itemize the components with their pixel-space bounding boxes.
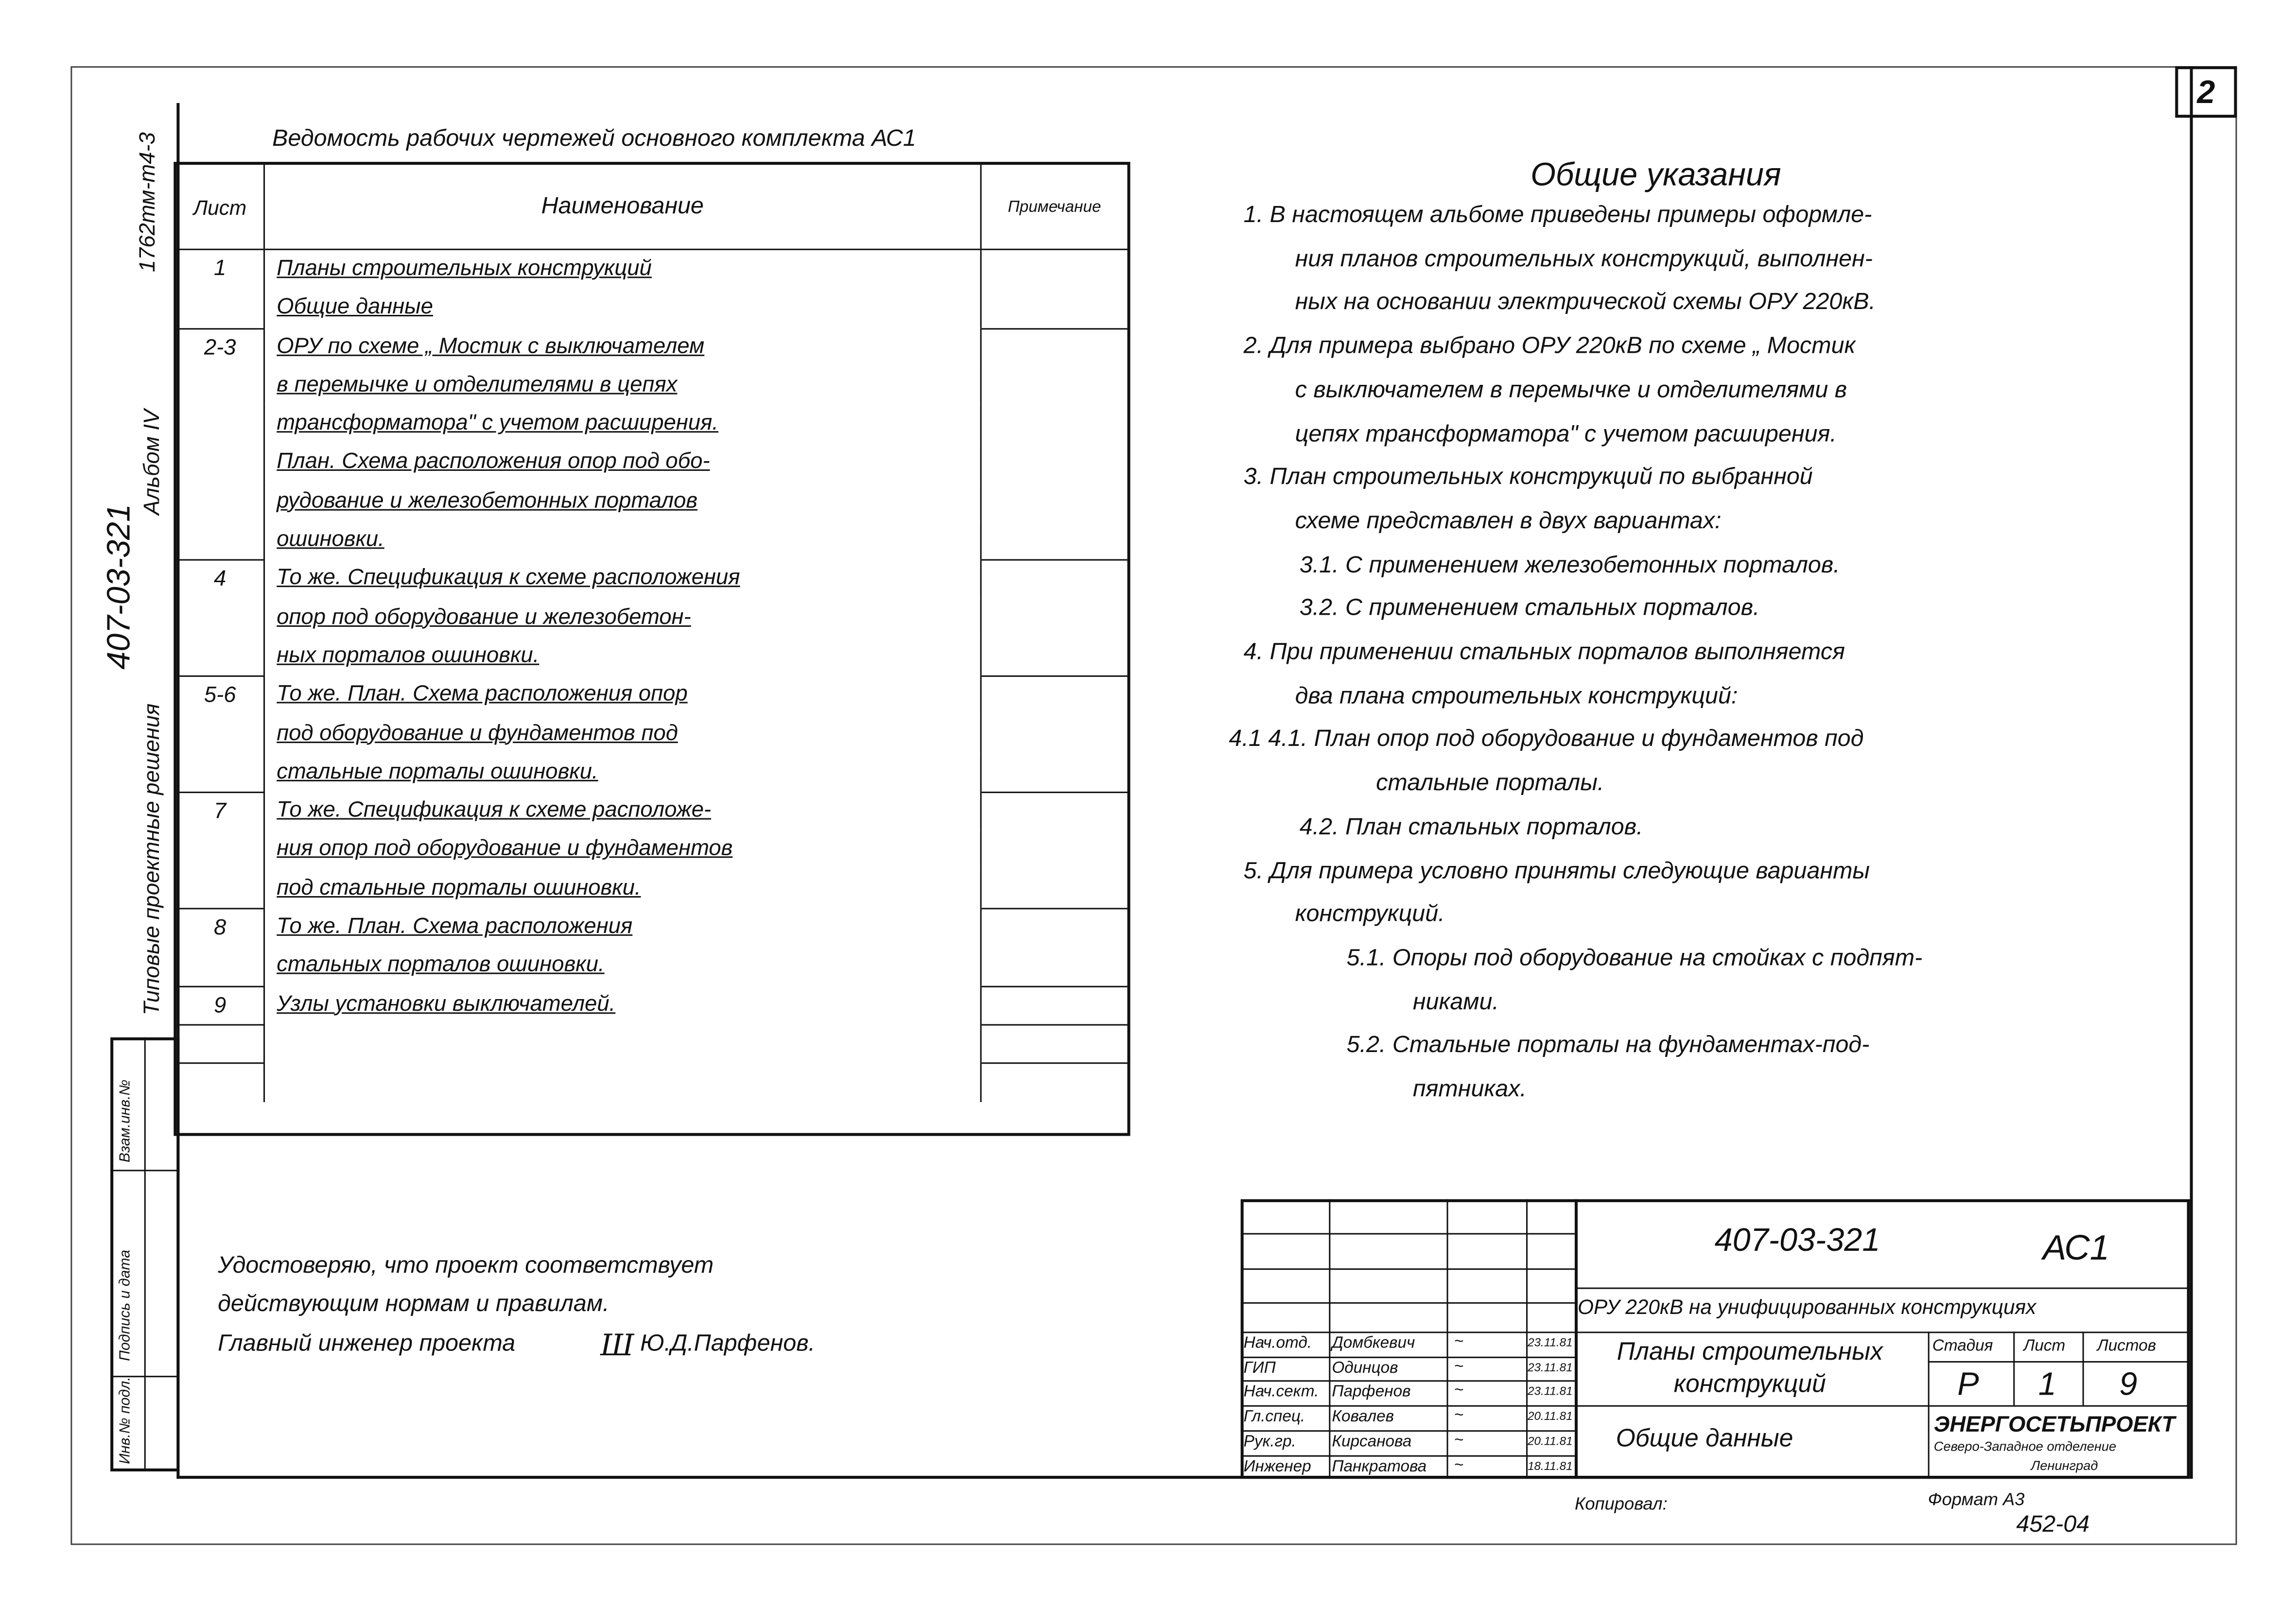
table-header bbox=[176, 165, 1127, 250]
chief-engineer-label: Главный инженер проекта bbox=[218, 1331, 516, 1357]
row-note bbox=[982, 521, 1128, 560]
row-note bbox=[982, 637, 1128, 676]
row-name: План. Схема расположения опор под обо- bbox=[265, 444, 982, 483]
note-line: 5. Для примера условно приняты следующие варианты bbox=[1243, 858, 1870, 884]
row-name: ОРУ по схеме „ Мостик с выключателем bbox=[265, 328, 982, 366]
stamp-label: Подпись и дата bbox=[118, 1249, 134, 1361]
staff-date: 20.11.81 bbox=[1528, 1410, 1573, 1423]
note-line: с выключателем в перемычке и отделителями в bbox=[1295, 378, 1847, 403]
sheet-number-box bbox=[2175, 66, 2237, 118]
certification-line: действующим нормам и правилам. bbox=[218, 1292, 609, 1317]
row-sheet bbox=[176, 483, 265, 521]
side-album: Альбом IV bbox=[139, 409, 165, 515]
tb-set: АС1 bbox=[2042, 1228, 2110, 1269]
staff-signature: ~ bbox=[1454, 1431, 1464, 1449]
tb-drawing-title: Планы строительных конструкций bbox=[1617, 1337, 1883, 1398]
table-row bbox=[176, 830, 1127, 869]
signature: Ш bbox=[600, 1327, 634, 1363]
staff-role: Рук.гр. bbox=[1243, 1433, 1296, 1451]
row-note bbox=[982, 985, 1128, 1024]
note-line: ния планов строительных конструкций, выполнен- bbox=[1295, 246, 1873, 272]
tb-org: ЭНЕРГОСЕТЬПРОЕКТ bbox=[1933, 1412, 2175, 1438]
staff-signature: ~ bbox=[1454, 1357, 1464, 1376]
staff-role: Нач.отд. bbox=[1243, 1334, 1312, 1352]
row-sheet bbox=[176, 753, 265, 792]
staff-name: Панкратова bbox=[1332, 1457, 1427, 1475]
table-row bbox=[176, 714, 1127, 753]
staff-date: 23.11.81 bbox=[1528, 1336, 1573, 1349]
table-row bbox=[176, 676, 1127, 715]
note-line: ных на основании электрической схемы ОРУ 220кВ. bbox=[1295, 290, 1876, 316]
row-sheet: 2-3 bbox=[176, 328, 265, 366]
table-row bbox=[176, 1063, 1127, 1102]
row-note bbox=[982, 250, 1128, 289]
tb-sheet-title: Общие данные bbox=[1616, 1424, 1793, 1452]
table-row bbox=[176, 444, 1127, 483]
note-line: 1. В настоящем альбоме приведены примеры оформле- bbox=[1243, 203, 1872, 228]
row-name: под стальные порталы ошиновки. bbox=[265, 869, 982, 908]
row-note bbox=[982, 830, 1128, 869]
side-designation: 407-03-321 bbox=[100, 503, 137, 670]
row-sheet bbox=[176, 714, 265, 753]
tb-sheet: 1 bbox=[2038, 1365, 2056, 1402]
notes-title: Общие указания bbox=[1531, 156, 1781, 193]
note-line: 3.2. С применением стальных порталов. bbox=[1299, 596, 1760, 622]
copied-label: Копировал: bbox=[1574, 1493, 1668, 1514]
staff-name: Парфенов bbox=[1332, 1383, 1411, 1401]
note-line: 4. При применении стальных порталов выполняется bbox=[1243, 640, 1845, 665]
note-line: никами. bbox=[1412, 989, 1499, 1015]
tb-stage: Р bbox=[1957, 1365, 1979, 1402]
row-name: ошиновки. bbox=[265, 521, 982, 560]
table-row bbox=[176, 483, 1127, 521]
row-note bbox=[982, 792, 1128, 831]
staff-name: Ковалев bbox=[1332, 1408, 1394, 1426]
register-title: Ведомость рабочих чертежей основного комплекта АС1 bbox=[272, 126, 916, 152]
table-row bbox=[176, 328, 1127, 366]
row-sheet bbox=[176, 869, 265, 908]
stamp-label: Инв.№ подл. bbox=[118, 1377, 134, 1464]
row-note bbox=[982, 560, 1128, 599]
row-sheet: 8 bbox=[176, 908, 265, 947]
staff-name: Кирсанова bbox=[1332, 1433, 1412, 1451]
row-name: трансформатора" с учетом расширения. bbox=[265, 405, 982, 444]
note-line: стальные порталы. bbox=[1376, 771, 1604, 796]
sheet-number: 2 bbox=[2197, 72, 2215, 110]
note-line: 4.1 4.1. План опор под оборудование и фундаментов под bbox=[1229, 727, 1864, 753]
row-note bbox=[982, 1024, 1128, 1063]
staff-date: 18.11.81 bbox=[1528, 1459, 1573, 1472]
row-sheet bbox=[176, 444, 265, 483]
row-name: стальные порталы ошиновки. bbox=[265, 753, 982, 792]
table-row bbox=[176, 985, 1127, 1024]
drawings-register-table bbox=[174, 162, 1130, 1136]
row-sheet bbox=[176, 405, 265, 444]
row-note bbox=[982, 676, 1128, 715]
row-sheet bbox=[176, 637, 265, 676]
row-sheet: 4 bbox=[176, 560, 265, 599]
row-sheet: 5-6 bbox=[176, 676, 265, 715]
note-line: два плана строительных конструкций: bbox=[1295, 684, 1738, 709]
row-sheet bbox=[176, 366, 265, 405]
staff-date: 23.11.81 bbox=[1528, 1360, 1573, 1374]
table-row bbox=[176, 366, 1127, 405]
row-sheet bbox=[176, 1024, 265, 1063]
format-label: Формат А3 bbox=[1928, 1489, 2025, 1510]
table-row bbox=[176, 753, 1127, 792]
staff-role: Гл.спец. bbox=[1243, 1408, 1305, 1426]
row-note bbox=[982, 908, 1128, 947]
tb-stage-label: Стадия bbox=[1932, 1337, 1993, 1355]
table-row bbox=[176, 637, 1127, 676]
note-line: конструкций. bbox=[1295, 902, 1445, 928]
staff-name: Одинцов bbox=[1332, 1359, 1398, 1377]
note-line: 5.2. Стальные порталы на фундаментах-под- bbox=[1346, 1033, 1870, 1059]
tb-designation: 407-03-321 bbox=[1714, 1221, 1880, 1258]
tb-sheet-label: Лист bbox=[2023, 1337, 2066, 1355]
chief-engineer-name: Ю.Д.Парфенов. bbox=[640, 1331, 816, 1357]
note-line: 4.2. План стальных порталов. bbox=[1299, 814, 1643, 840]
table-row bbox=[176, 947, 1127, 985]
row-note bbox=[982, 483, 1128, 521]
row-name bbox=[265, 1063, 982, 1102]
row-note bbox=[982, 289, 1128, 328]
row-name: Узлы установки выключателей. bbox=[265, 985, 982, 1024]
row-note bbox=[982, 714, 1128, 753]
row-name: То же. План. Схема расположения bbox=[265, 908, 982, 947]
col-header-note: Примечание bbox=[1008, 198, 1101, 216]
row-name: То же. План. Схема расположения опор bbox=[265, 676, 982, 715]
row-note bbox=[982, 405, 1128, 444]
note-line: 3. План строительных конструкций по выбранной bbox=[1243, 465, 1813, 490]
row-name: под оборудование и фундаментов под bbox=[265, 714, 982, 753]
tb-sheets: 9 bbox=[2119, 1365, 2138, 1402]
table-row bbox=[176, 250, 1127, 289]
table-row bbox=[176, 521, 1127, 560]
table-row bbox=[176, 792, 1127, 831]
row-sheet: 1 bbox=[176, 250, 265, 289]
row-note bbox=[982, 328, 1128, 366]
col-header-sheet: Лист bbox=[176, 165, 265, 249]
tb-project: ОРУ 220кВ на унифицированных конструкциях bbox=[1578, 1295, 2036, 1319]
archive-code: 452-04 bbox=[2016, 1512, 2090, 1538]
row-note bbox=[982, 366, 1128, 405]
staff-signature: ~ bbox=[1454, 1333, 1464, 1351]
row-name: опор под оборудование и железобетон- bbox=[265, 598, 982, 637]
note-line: цепях трансформатора" с учетом расширения. bbox=[1295, 421, 1837, 447]
side-code: 1762тм-т4-3 bbox=[135, 132, 161, 273]
row-name: То же. Спецификация к схеме расположения bbox=[265, 560, 982, 599]
stamp-label: Взам.инв.№ bbox=[118, 1079, 134, 1163]
row-sheet bbox=[176, 830, 265, 869]
row-name: в перемычке и отделителями в цепях bbox=[265, 366, 982, 405]
row-name: Планы строительных конструкций bbox=[265, 250, 982, 289]
row-note bbox=[982, 753, 1128, 792]
table-row bbox=[176, 289, 1127, 328]
row-sheet: 7 bbox=[176, 792, 265, 831]
staff-date: 23.11.81 bbox=[1528, 1385, 1573, 1399]
row-name: То же. Спецификация к схеме расположе- bbox=[265, 792, 982, 831]
staff-role: ГИП bbox=[1243, 1359, 1276, 1377]
row-note bbox=[982, 947, 1128, 985]
tb-org-branch: Северо-Западное отделение bbox=[1933, 1439, 2117, 1454]
row-name: ных порталов ошиновки. bbox=[265, 637, 982, 676]
row-sheet bbox=[176, 598, 265, 637]
row-sheet bbox=[176, 521, 265, 560]
tb-sheets-label: Листов bbox=[2097, 1337, 2157, 1355]
row-name bbox=[265, 1024, 982, 1063]
row-sheet: 9 bbox=[176, 985, 265, 1024]
note-line: пятниках. bbox=[1412, 1077, 1527, 1102]
table-row bbox=[176, 869, 1127, 908]
table-row bbox=[176, 405, 1127, 444]
table-row bbox=[176, 908, 1127, 947]
staff-name: Домбкевич bbox=[1332, 1334, 1415, 1352]
table-row bbox=[176, 560, 1127, 599]
row-name: Общие данные bbox=[265, 289, 982, 328]
staff-signature: ~ bbox=[1454, 1456, 1464, 1474]
col-header-name: Наименование bbox=[265, 165, 982, 249]
note-line: 3.1. С применением железобетонных порталов. bbox=[1299, 553, 1840, 578]
row-sheet bbox=[176, 947, 265, 985]
row-name: ния опор под оборудование и фундаментов bbox=[265, 830, 982, 869]
staff-role: Нач.сект. bbox=[1243, 1383, 1319, 1401]
frame-right bbox=[2190, 66, 2193, 1479]
note-line: схеме представлен в двух вариантах: bbox=[1295, 509, 1722, 534]
table-row bbox=[176, 1024, 1127, 1063]
row-sheet bbox=[176, 1063, 265, 1102]
row-note bbox=[982, 444, 1128, 483]
row-note bbox=[982, 598, 1128, 637]
note-line: 2. Для примера выбрано ОРУ 220кВ по схеме „ Мостик bbox=[1243, 334, 1856, 360]
note-line: 5.1. Опоры под оборудование на стойках с подпят- bbox=[1346, 946, 1923, 971]
row-sheet bbox=[176, 289, 265, 328]
staff-role: Инженер bbox=[1243, 1457, 1311, 1475]
side-series: Типовые проектные решения bbox=[139, 703, 165, 1016]
row-note bbox=[982, 869, 1128, 908]
staff-date: 20.11.81 bbox=[1528, 1434, 1573, 1448]
staff-signature: ~ bbox=[1454, 1407, 1464, 1425]
row-name: рудование и железобетонных порталов bbox=[265, 483, 982, 521]
table-row bbox=[176, 598, 1127, 637]
tb-org-city: Ленинград bbox=[2031, 1458, 2098, 1473]
row-note bbox=[982, 1063, 1128, 1102]
row-name: стальных порталов ошиновки. bbox=[265, 947, 982, 985]
staff-signature: ~ bbox=[1454, 1382, 1464, 1400]
certification-line: Удостоверяю, что проект соответствует bbox=[218, 1253, 714, 1279]
